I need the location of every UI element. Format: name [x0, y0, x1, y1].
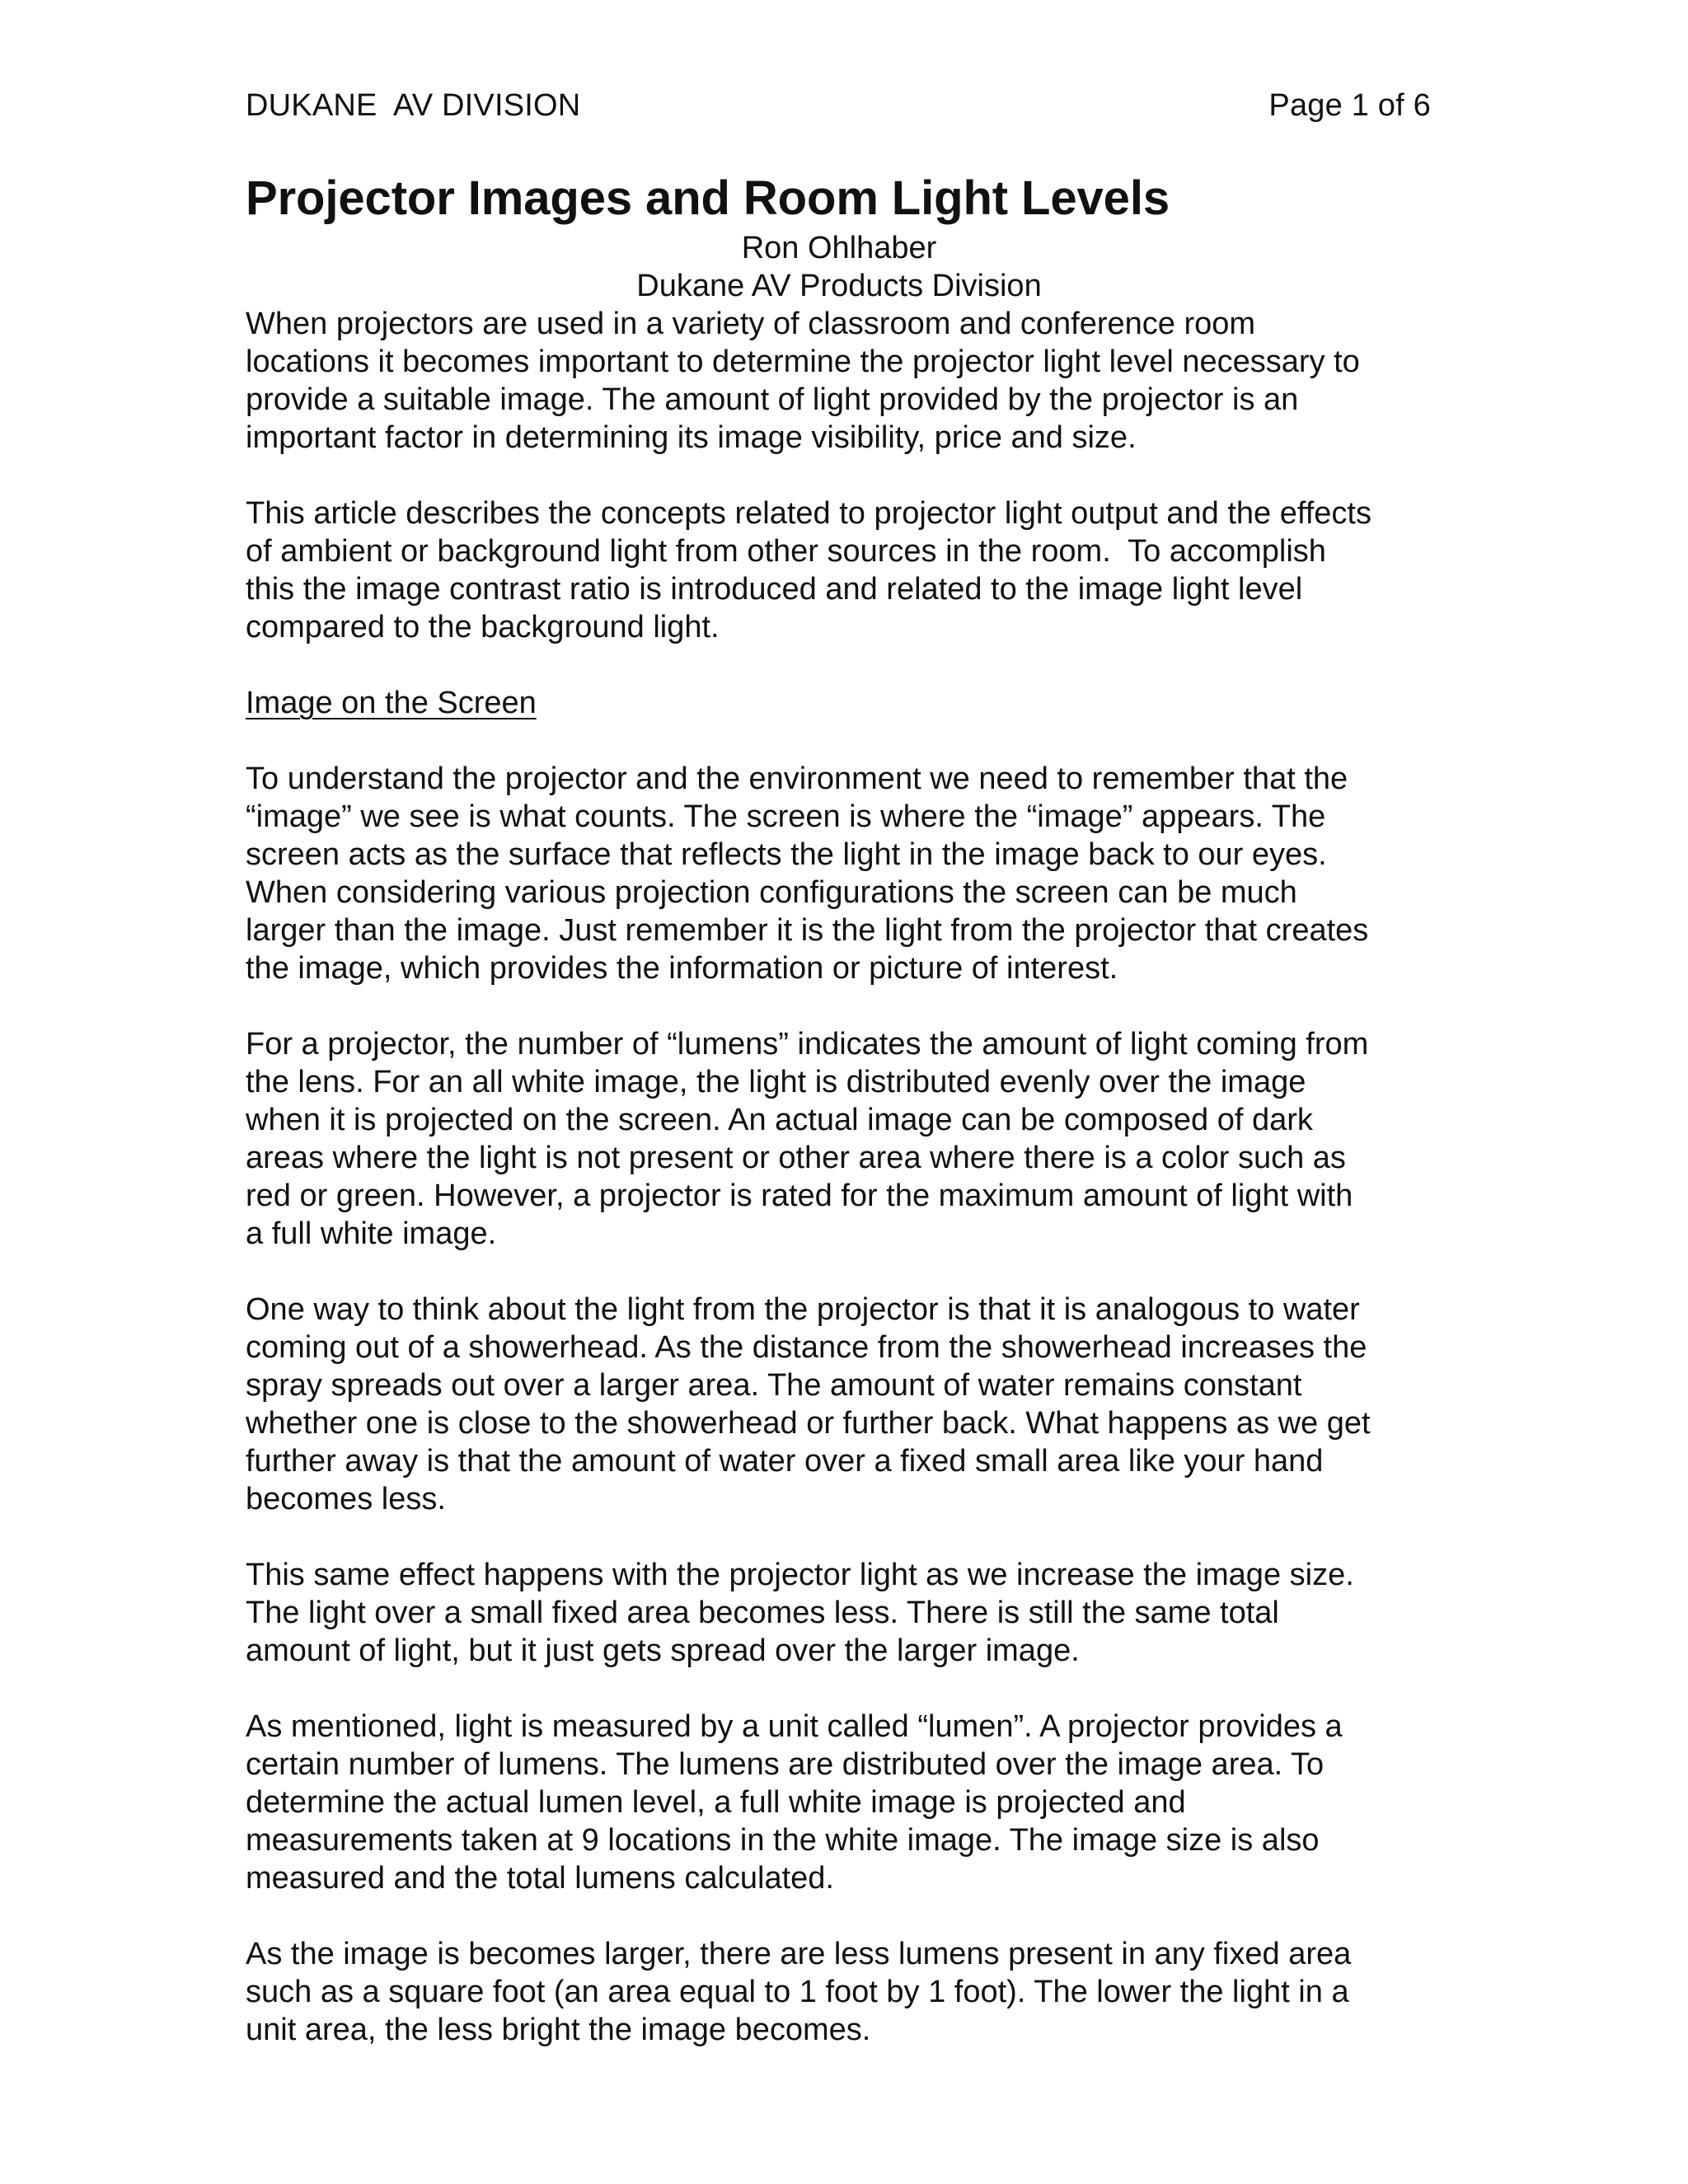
paragraph-line: a full white image. [246, 1216, 497, 1251]
paragraph-line: unit area, the less bright the image becomes. [246, 2013, 871, 2047]
section-heading: Image on the Screen [246, 686, 537, 720]
paragraph-line: red or green. However, a projector is rated for the maximum amount of light with [246, 1179, 1353, 1213]
paragraph-line: larger than the image. Just remember it is the light from the projector that creates [246, 913, 1369, 948]
paragraph-line: the lens. For an all white image, the light is distributed evenly over the image [246, 1065, 1306, 1099]
document-title: Projector Images and Room Light Levels [246, 171, 1170, 225]
paragraph-lumens [246, 1025, 1449, 1253]
author-division: Dukane AV Products Division [636, 269, 1042, 303]
paragraph-article-summary [246, 494, 1449, 646]
paragraph-line: screen acts as the surface that reflects the light in the image back to our eyes. [246, 837, 1327, 872]
paragraph-line: One way to think about the light from the projector is that it is analogous to water [246, 1292, 1360, 1327]
header-organization: DUKANE AV DIVISION [246, 88, 581, 123]
paragraph-line: areas where the light is not present or other area where there is a color such as [246, 1141, 1346, 1175]
paragraph-line: coming out of a showerhead. As the distance from the showerhead increases the [246, 1330, 1367, 1365]
paragraph-line: important factor in determining its image visibility, price and size. [246, 420, 1137, 455]
paragraph-line: compared to the background light. [246, 610, 720, 644]
paragraph-line: For a projector, the number of “lumens” indicates the amount of light coming from [246, 1027, 1369, 1062]
paragraph-line: As mentioned, light is measured by a unit called “lumen”. A projector provides a [246, 1709, 1343, 1744]
paragraph-line: spray spreads out over a larger area. The amount of water remains constant [246, 1368, 1302, 1403]
paragraph-line: When considering various projection configurations the screen can be much [246, 875, 1297, 910]
paragraph-line: the image, which provides the information or picture of interest. [246, 951, 1118, 986]
paragraph-line: To understand the projector and the environment we need to remember that the [246, 762, 1348, 796]
paragraph-line: measurements taken at 9 locations in the white image. The image size is also [246, 1823, 1320, 1858]
paragraph-line: determine the actual lumen level, a full white image is projected and [246, 1785, 1186, 1820]
paragraph-line: This same effect happens with the projector light as we increase the image size. [246, 1558, 1354, 1592]
paragraph-line: when it is projected on the screen. An actual image can be composed of dark [246, 1103, 1313, 1137]
paragraph-line: measured and the total lumens calculated. [246, 1861, 834, 1896]
paragraph-line: “image” we see is what counts. The screen is where the “image” appears. The [246, 799, 1326, 834]
page-number: Page 1 of 6 [1268, 88, 1431, 123]
paragraph-line: The light over a small fixed area becomes less. There is still the same total [246, 1596, 1279, 1630]
paragraph-line: amount of light, but it just gets spread over the larger image. [246, 1633, 1080, 1668]
paragraph-line: whether one is close to the showerhead or further back. What happens as we get [246, 1406, 1371, 1441]
paragraph-line: As the image is becomes larger, there are less lumens present in any fixed area [246, 1937, 1352, 1971]
paragraph-line: this the image contrast ratio is introduced and related to the image light level [246, 572, 1303, 607]
paragraph-line: of ambient or background light from other sources in the room. To accomplish [246, 534, 1326, 569]
paragraph-line: becomes less. [246, 1482, 446, 1516]
paragraph-line: certain number of lumens. The lumens are distributed over the image area. To [246, 1747, 1325, 1782]
paragraph-line: When projectors are used in a variety of classroom and conference room [246, 307, 1256, 341]
paragraph-line: further away is that the amount of water over a fixed small area like your hand [246, 1444, 1324, 1479]
paragraph-intro [246, 305, 1449, 457]
paragraph-screen-image [246, 760, 1449, 987]
paragraph-line: provide a suitable image. The amount of light provided by the projector is an [246, 382, 1299, 417]
paragraph-same-effect [246, 1556, 1449, 1670]
paragraph-line: This article describes the concepts related to projector light output and the effects [246, 496, 1372, 531]
paragraph-showerhead [246, 1291, 1449, 1518]
running-header [246, 84, 1431, 127]
paragraph-line: locations it becomes important to determine the projector light level necessary to [246, 344, 1360, 379]
paragraph-line: such as a square foot (an area equal to 1 foot by 1 foot). The lower the light in a [246, 1975, 1349, 2009]
paragraph-larger-image [246, 1935, 1449, 2049]
paragraph-lumen-measurement [246, 1708, 1449, 1897]
author-name: Ron Ohlhaber [741, 231, 937, 265]
